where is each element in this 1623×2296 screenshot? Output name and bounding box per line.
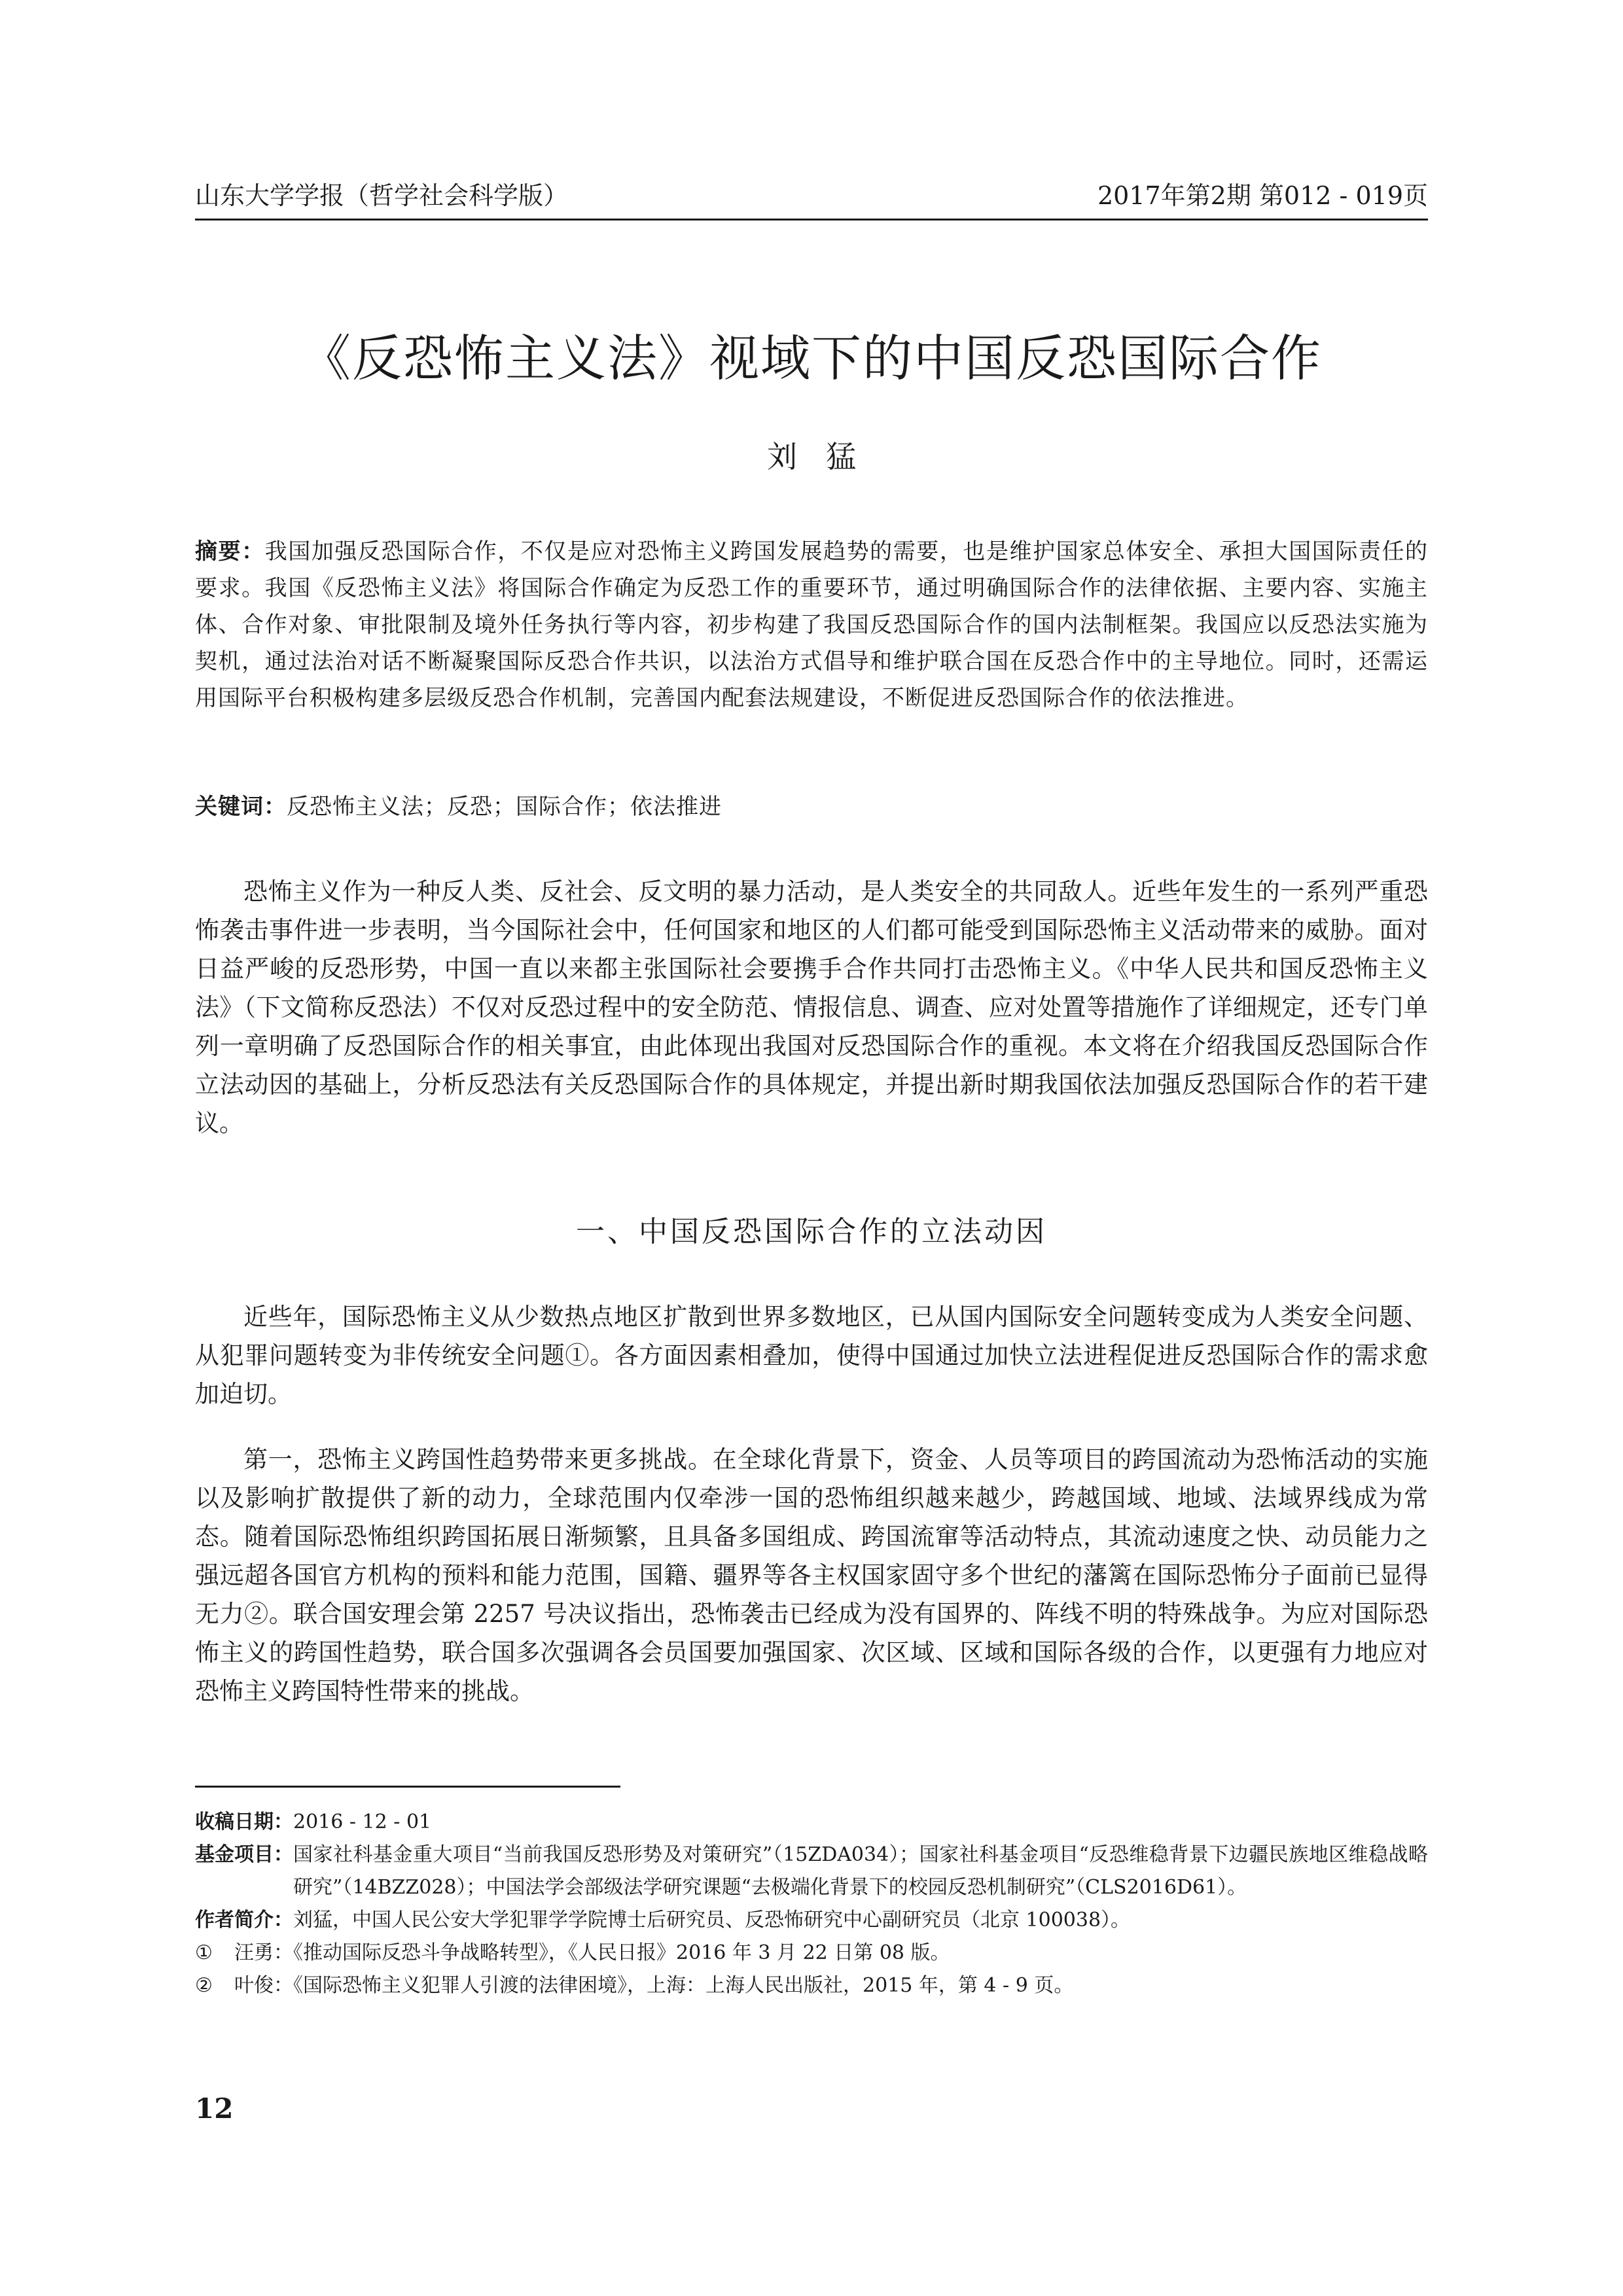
abstract-label: 摘要： <box>195 539 265 565</box>
running-header <box>195 179 1428 212</box>
footnote-mark: ② <box>195 1974 213 1997</box>
footnote-text: 汪勇：《推动国际反恐斗争战略转型》，《人民日报》2016 年 3 月 22 日第 08 版。 <box>234 1941 950 1964</box>
author-bio-text: 刘猛，中国人民公安大学犯罪学学院博士后研究员、反恐怖研究中心副研究员（北京 100038）。 <box>293 1909 1131 1932</box>
fund-info <box>195 1839 1428 1904</box>
received-date <box>195 1806 1428 1839</box>
intro-paragraph: 恐怖主义作为一种反人类、反社会、反文明的暴力活动，是人类安全的共同敌人。近些年发生的一系列严重恐怖袭击事件进一步表明，当今国际社会中，任何国家和地区的人们都可能受到国际恐怖主义活动带来的威胁。面对日益严峻的反恐形势，中国一直以来都主张国际社会要携手合作共同打击恐怖主义。《中华人民共和国反恐怖主义法》（下文简称反恐法）不仅对反恐过程中的安全防范、情报信息、调查、应对处置等措施作了详细规定，还专门单列一章明确了反恐国际合作的相关事宜，由此体现出我国对反恐国际合作的重视。本文将在介绍我国反恐国际合作立法动因的基础上，分析反恐法有关反恐国际合作的具体规定，并提出新时期我国依法加强反恐国际合作的若干建议。 <box>195 877 1428 1137</box>
body-paragraph: 近些年，国际恐怖主义从少数热点地区扩散到世界多数地区，已从国内国际安全问题转变成为人类安全问题、从犯罪问题转变为非传统安全问题①。各方面因素相叠加，使得中国通过加快立法进程促进反恐国际合作的需求愈加迫切。 <box>195 1303 1428 1408</box>
fund-text: 国家社科基金重大项目“当前我国反恐形势及对策研究”（15ZDA034）；国家社科基金项目“反恐维稳背景下边疆民族地区维稳战略研究”（14BZZ028）；中国法学会部级法学研究课题“去极端化背景下的校园反恐机制研究”（CLS2016D61）。 <box>293 1843 1428 1899</box>
keywords <box>195 788 1428 825</box>
abstract <box>195 533 1428 716</box>
keywords-label: 关键词： <box>195 794 287 820</box>
abstract-text: 我国加强反恐国际合作，不仅是应对恐怖主义跨国发展趋势的需要，也是维护国家总体安全、承担大国国际责任的要求。我国《反恐怖主义法》将国际合作确定为反恐工作的重要环节，通过明确国际合作的法律依据、主要内容、实施主体、合作对象、审批限制及境外任务执行等内容，初步构建了我国反恐国际合作的国内法制框架。我国应以反恐法实施为契机，通过法治对话不断凝聚国际反恐合作共识，以法治方式倡导和维护联合国在反恐合作中的主导地位。同时，还需运用国际平台积极构建多层级反恐合作机制，完善国内配套法规建设，不断促进反恐国际合作的依法推进。 <box>195 539 1429 711</box>
footnotes-area <box>195 1806 1428 2002</box>
section-body-1 <box>195 1298 1428 1413</box>
section-body-2 <box>195 1440 1428 1710</box>
footnote <box>195 1969 1428 2002</box>
footnote-rule <box>195 1786 620 1788</box>
page-number: 12 <box>195 2093 234 2125</box>
footnote <box>195 1937 1428 1969</box>
body-paragraph: 第一，恐怖主义跨国性趋势带来更多挑战。在全球化背景下，资金、人员等项目的跨国流动为恐怖活动的实施以及影响扩散提供了新的动力，全球范围内仅牵涉一国的恐怖组织越来越少，跨越国域、地域、法域界线成为常态。随着国际恐怖组织跨国拓展日渐频繁，且具备多国组成、跨国流窜等活动特点，其流动速度之快、动员能力之强远超各国官方机构的预料和能力范围，国籍、疆界等各主权国家固守多个世纪的藩篱在国际恐怖分子面前已显得无力②。联合国安理会第 2257 号决议指出，恐怖袭击已经成为没有国界的、阵线不明的特殊战争。为应对国际恐怖主义的跨国性趋势，联合国多次强调各会员国要加强国家、次区域、区域和国际各级的合作，以更强有力地应对恐怖主义跨国特性带来的挑战。 <box>195 1445 1428 1705</box>
intro-section <box>195 872 1428 1142</box>
section-heading: 一、中国反恐国际合作的立法动因 <box>576 1215 1047 1248</box>
footnote-text: 叶俊：《国际恐怖主义犯罪人引渡的法律困境》，上海：上海人民出版社，2015 年，第 4 - 9 页。 <box>234 1974 1074 1997</box>
author-name: 刘猛 <box>767 439 885 474</box>
received-label: 收稿日期： <box>195 1810 293 1833</box>
article-title: 《反恐怖主义法》视域下的中国反恐国际合作 <box>301 329 1322 387</box>
fund-label: 基金项目： <box>195 1843 293 1866</box>
journal-name: 山东大学学报（哲学社会科学版） <box>195 181 569 210</box>
received-value: 2016 - 12 - 01 <box>293 1810 432 1833</box>
header-rule <box>195 219 1428 221</box>
footnote-mark: ① <box>195 1941 213 1964</box>
author-bio <box>195 1904 1428 1937</box>
author-bio-label: 作者简介： <box>195 1909 293 1932</box>
issue-info: 2017年第2期 第012 - 019页 <box>1097 181 1428 210</box>
keywords-text: 反恐怖主义法；反恐；国际合作；依法推进 <box>287 794 722 820</box>
